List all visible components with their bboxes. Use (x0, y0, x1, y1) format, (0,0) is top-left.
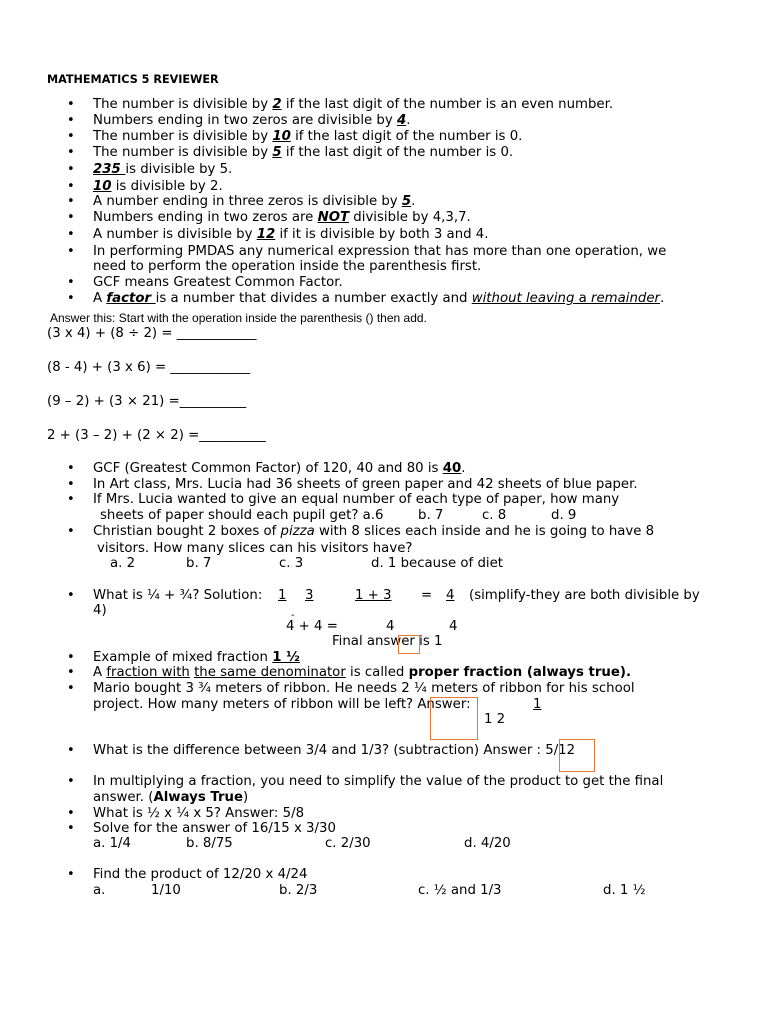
bullet: • (67, 492, 75, 507)
bullet: • (67, 806, 75, 821)
multiply-rule-line2: answer. (Always True) (93, 790, 249, 805)
paper-option-d: d. 9 (551, 508, 577, 523)
pizza-option-d: d. 1 because of diet (371, 556, 503, 571)
pizza-option-c: c. 3 (279, 556, 304, 571)
ribbon-problem-line1: Mario bought 3 ¾ meters of ribbon. He needs 2 ¼ meters of ribbon for his school (93, 681, 635, 696)
ribbon-answer-numerator: 1 (533, 697, 542, 712)
solve-option-b: b. 8/75 (186, 836, 233, 851)
equation-2: (8 - 4) + (3 x 6) = ____________ (47, 360, 251, 375)
equation-1: (3 x 4) + (8 ÷ 2) = ____________ (47, 326, 257, 341)
equals-sign: = (421, 588, 433, 603)
simplify-note: (simplify-they are both divisible by (469, 588, 700, 603)
page-title: MATHEMATICS 5 REVIEWER (47, 73, 219, 86)
dash-mark: - (291, 610, 295, 621)
answer-highlight-box (398, 635, 420, 654)
fraction-num-sum: 1 + 3 (355, 588, 392, 603)
bullet: • (67, 743, 75, 758)
bullet: • (67, 145, 75, 160)
paper-question-line2: sheets of paper should each pupil get? a.6 (100, 508, 384, 523)
product-option-b: b. 2/3 (279, 883, 318, 898)
gcf-question: GCF (Greatest Common Factor) of 120, 40 and 80 is 40. (93, 461, 466, 476)
bullet: • (67, 588, 75, 603)
mixed-fraction-example: Example of mixed fraction 1 ½ (93, 650, 300, 665)
bullet: • (67, 244, 75, 259)
pizza-problem-line2: visitors. How many slices can his visitors have? (97, 541, 413, 556)
bullet: • (67, 179, 75, 194)
fraction-denominator-4a: 4 (386, 619, 395, 634)
bullet: • (67, 129, 75, 144)
solve-option-c: c. 2/30 (325, 836, 371, 851)
product-option-a-label: a. (93, 883, 106, 898)
divisibility-rule-2: The number is divisible by 2 if the last digit of the number is an even number. (93, 97, 614, 112)
fraction-denominators: 4 + 4 = (286, 619, 338, 634)
divisibility-not-rule: Numbers ending in two zeros are NOT divisible by 4,3,7. (93, 210, 471, 225)
paper-option-c: c. 8 (482, 508, 507, 523)
product-option-c: c. ½ and 1/3 (418, 883, 502, 898)
bullet: • (67, 774, 75, 789)
solve-question: Solve for the answer of 16/15 x 3/30 (93, 821, 336, 836)
product-question: What is ½ x ¼ x 5? Answer: 5/8 (93, 806, 305, 821)
product-option-d: d. 1 ½ (603, 883, 646, 898)
pizza-problem-line1: Christian bought 2 boxes of pizza with 8 slices each inside and he is going to have 8 (93, 524, 655, 539)
divisibility-example-10: 10 is divisible by 2. (93, 179, 223, 194)
divisibility-example-235: 235 is divisible by 5. (93, 162, 233, 177)
simplify-note-end: 4) (93, 603, 107, 618)
pizza-option-a: a. 2 (110, 556, 136, 571)
ribbon-answer-denominator: 1 2 (484, 712, 506, 727)
bullet: • (67, 461, 75, 476)
solve-option-d: d. 4/20 (464, 836, 511, 851)
multiply-rule-line1: In multiplying a fraction, you need to simplify the value of the product to get the final (93, 774, 664, 789)
divisibility-rule-4: Numbers ending in two zeros are divisible by 4. (93, 113, 411, 128)
art-class-problem: In Art class, Mrs. Lucia had 36 sheets of green paper and 42 sheets of blue paper. (93, 477, 638, 492)
answer-highlight-box (559, 739, 595, 772)
paper-option-b: b. 7 (418, 508, 444, 523)
product-option-a: 1/10 (151, 883, 181, 898)
bullet: • (67, 650, 75, 665)
divisibility-rule-5: The number is divisible by 5 if the last digit of the number is 0. (93, 145, 514, 160)
fraction-num-1: 1 (278, 588, 287, 603)
ribbon-problem-line2: project. How many meters of ribbon will be left? Answer: (93, 697, 471, 712)
bullet: • (67, 227, 75, 242)
pmdas-rule-line1: In performing PMDAS any numerical expression that has more than one operation, we (93, 244, 667, 259)
bullet: • (67, 97, 75, 112)
bullet: • (67, 524, 75, 539)
bullet: • (67, 291, 75, 306)
factor-definition: A factor is a number that divides a number exactly and without leaving a remainder. (93, 291, 665, 306)
equation-3: (9 – 2) + (3 × 21) =__________ (47, 394, 247, 409)
instructions: Answer this: Start with the operation inside the parenthesis () then add. (50, 311, 427, 325)
bullet: • (67, 113, 75, 128)
pizza-option-b: b. 7 (186, 556, 212, 571)
final-answer: Final answer is 1 (332, 634, 443, 649)
answer-highlight-box (430, 697, 478, 740)
bullet: • (67, 477, 75, 492)
bullet: • (67, 275, 75, 290)
bullet: • (67, 821, 75, 836)
pmdas-rule-line2: need to perform the operation inside the parenthesis first. (93, 259, 482, 274)
paper-question-line1: If Mrs. Lucia wanted to give an equal number of each type of paper, how many (93, 492, 620, 507)
fraction-num-3: 3 (305, 588, 314, 603)
solve-option-a: a. 1/4 (93, 836, 132, 851)
bullet: • (67, 867, 75, 882)
bullet: • (67, 665, 75, 680)
fraction-sum-question: What is ¼ + ¾? Solution: (93, 588, 263, 603)
divisibility-rule-12: A number is divisible by 12 if it is divisible by both 3 and 4. (93, 227, 489, 242)
bullet: • (67, 162, 75, 177)
divisibility-rule-10: The number is divisible by 10 if the last digit of the number is 0. (93, 129, 523, 144)
fraction-result-num: 4 (446, 588, 455, 603)
bullet: • (67, 210, 75, 225)
bullet: • (67, 194, 75, 209)
fraction-denominator-4b: 4 (449, 619, 458, 634)
gcf-definition: GCF means Greatest Common Factor. (93, 275, 343, 290)
difference-question: What is the difference between 3/4 and 1/3? (subtraction) Answer : 5/12 (93, 743, 576, 758)
divisibility-three-zeros: A number ending in three zeros is divisible by 5. (93, 194, 416, 209)
equation-4: 2 + (3 – 2) + (2 × 2) =__________ (47, 428, 266, 443)
find-product-question: Find the product of 12/20 x 4/24 (93, 867, 308, 882)
proper-fraction-statement: A fraction with the same denominator is called proper fraction (always true). (93, 665, 632, 680)
bullet: • (67, 681, 75, 696)
